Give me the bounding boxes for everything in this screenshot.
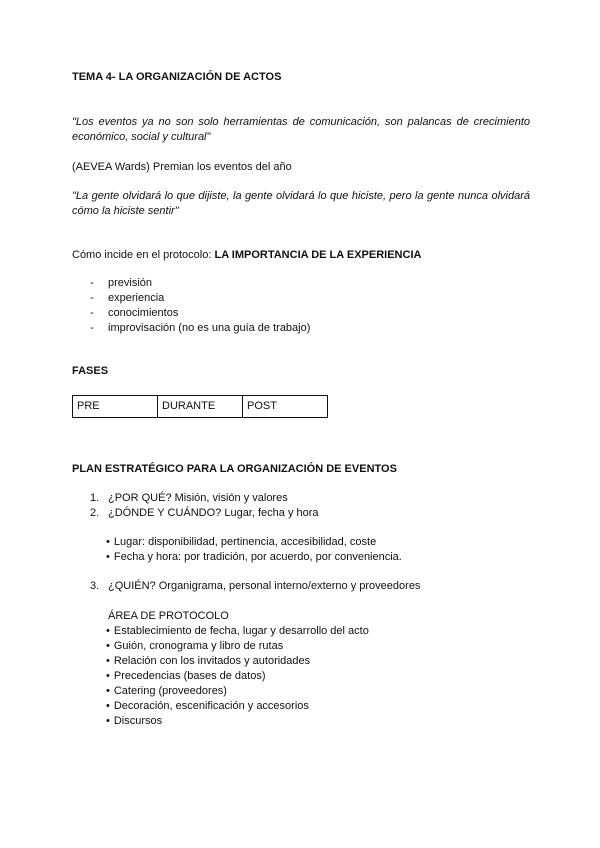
list-item: - conocimientos: [90, 307, 179, 319]
list-item: • Relación con los invitados y autoridades: [106, 654, 369, 669]
phases-table: [72, 395, 328, 418]
document-title: TEMA 4- LA ORGANIZACIÓN DE ACTOS: [72, 71, 282, 83]
phase-cell-durante: DURANTE: [158, 396, 243, 418]
plan-step: 1. ¿POR QUÉ? Misión, visión y valores: [90, 492, 288, 504]
list-item: • Decoración, escenificación y accesorios: [106, 699, 369, 714]
list-item: • Precedencias (bases de datos): [106, 669, 369, 684]
list-item: • Discursos: [106, 714, 369, 729]
quote-experience: "La gente olvidará lo que dijiste, la gente olvidará lo que hiciste, pero la gente nunca olvidará cómo la hiciste sentir": [72, 190, 530, 217]
list-item: • Fecha y hora: por tradición, por acuerdo, por conveniencia.: [106, 550, 402, 565]
list-item: • Guión, cronograma y libro de rutas: [106, 639, 369, 654]
plan-step: 3. ¿QUIÉN? Organigrama, personal interno/externo y proveedores: [90, 580, 421, 592]
experience-factors-list: [90, 276, 310, 336]
protocol-impact-prefix: Cómo incide en el protocolo:: [72, 249, 215, 261]
protocol-impact-line: [72, 248, 421, 263]
quote-events: "Los eventos ya no son solo herramientas de comunicación, son palancas de crecimiento económico, social y cultural": [72, 116, 530, 143]
protocol-area-heading: ÁREA DE PROTOCOLO: [108, 610, 229, 622]
aevea-note: (AEVEA Wards) Premian los eventos del año: [72, 161, 292, 173]
list-item: - improvisación (no es una guía de trabajo): [90, 322, 311, 334]
plan-step: 2. ¿DÓNDE Y CUÁNDO? Lugar, fecha y hora: [90, 507, 319, 519]
list-item: • Lugar: disponibilidad, pertinencia, accesibilidad, coste: [106, 535, 402, 550]
list-item: • Establecimiento de fecha, lugar y desarrollo del acto: [106, 624, 369, 639]
plan-steps-list-a: [90, 491, 319, 521]
list-item: - previsión: [90, 277, 153, 289]
protocol-impact-emphasis: LA IMPORTANCIA DE LA EXPERIENCIA: [214, 249, 422, 261]
strategic-plan-heading: PLAN ESTRATÉGICO PARA LA ORGANIZACIÓN DE EVENTOS: [72, 463, 397, 475]
protocol-area-bullets: [106, 624, 369, 729]
place-date-bullets: [106, 535, 402, 565]
phase-cell-post: POST: [243, 396, 328, 418]
phases-heading: FASES: [72, 365, 109, 377]
phase-cell-pre: PRE: [73, 396, 158, 418]
list-item: • Catering (proveedores): [106, 684, 369, 699]
plan-steps-list-b: [90, 579, 420, 594]
list-item: - experiencia: [90, 292, 165, 304]
